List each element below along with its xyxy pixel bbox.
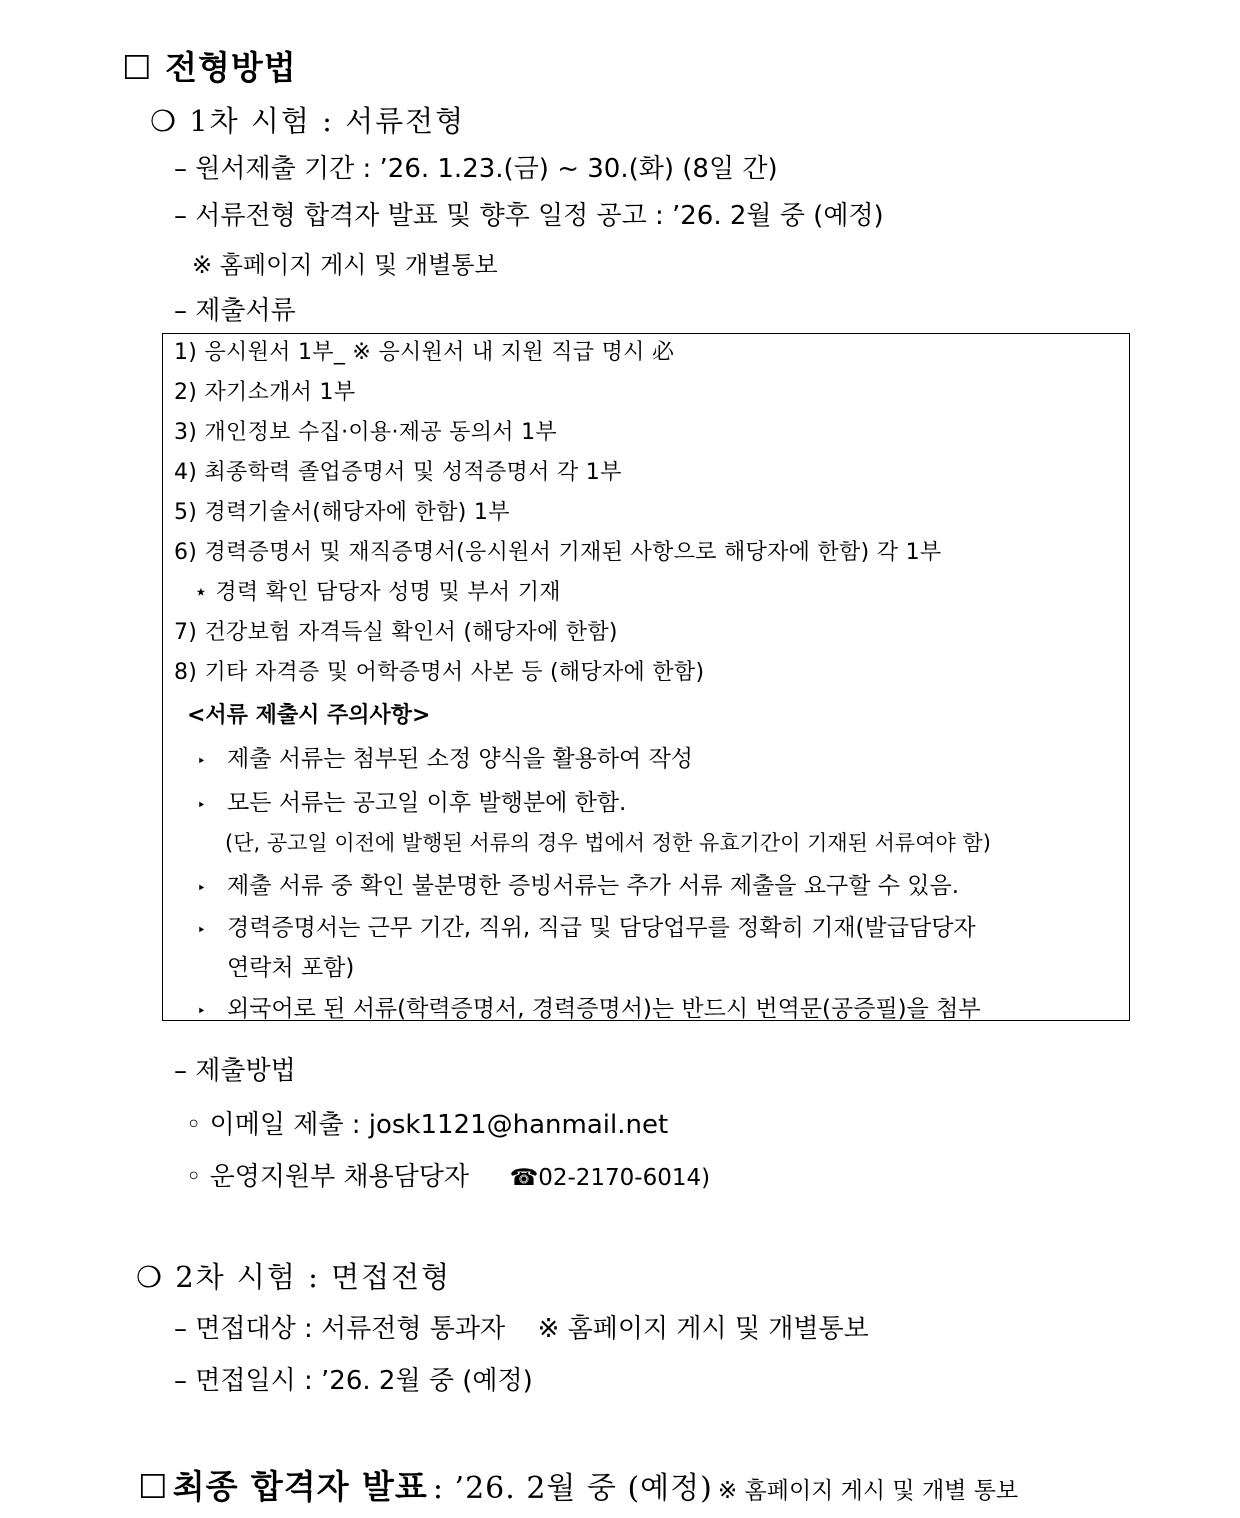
stage1-heading bbox=[150, 99, 465, 140]
phone-number: ☎02-2170-6014) bbox=[509, 1165, 711, 1191]
triangle-bullet-icon: ‣ bbox=[197, 796, 206, 814]
triangle-bullet-icon: ‣ bbox=[197, 1002, 206, 1020]
triangle-bullet-icon: ‣ bbox=[197, 921, 206, 939]
documents-heading: – 제출서류 bbox=[174, 296, 296, 326]
checkbox-square-icon: ☐ bbox=[122, 48, 153, 87]
document-item: 8) 기타 자격증 및 어학증명서 사본 등 (해당자에 한함) bbox=[174, 660, 705, 685]
document-subitem: ⋆ 경력 확인 담당자 성명 및 부서 기재 bbox=[194, 580, 561, 605]
interview-target: – 면접대상 : 서류전형 통과자 ※ 홈페이지 게시 및 개별통보 bbox=[174, 1314, 869, 1344]
caution-item: ‣ 모든 서류는 공고일 이후 발행분에 한함. bbox=[197, 790, 627, 816]
triangle-bullet-icon: ‣ bbox=[197, 752, 206, 770]
document-item: 7) 건강보험 자격득실 확인서 (해당자에 한함) bbox=[174, 620, 618, 645]
final-title: 최종 합격자 발표 bbox=[172, 1467, 428, 1506]
section-heading-method bbox=[122, 42, 297, 89]
circle-bullet-icon: ❍ bbox=[136, 1260, 164, 1294]
triangle-bullet-icon: ‣ bbox=[197, 879, 206, 897]
checkbox-square-icon: ☐ bbox=[138, 1467, 168, 1506]
caution-note: (단, 공고일 이전에 발행된 서류의 경우 법에서 정한 유효기간이 기재된 서류여야 함) bbox=[225, 831, 991, 855]
final-announcement bbox=[138, 1461, 1018, 1508]
caution-item: ‣ 경력증명서는 근무 기간, 직위, 직급 및 담당업무를 정확히 기재(발급담당자 bbox=[197, 915, 976, 941]
caution-title: <서류 제출시 주의사항> bbox=[187, 703, 431, 728]
documents-box bbox=[162, 333, 1130, 1021]
section-title: 전형방법 bbox=[165, 48, 297, 87]
method-heading: – 제출방법 bbox=[174, 1056, 296, 1086]
interview-notice: ※ 홈페이지 게시 및 개별통보 bbox=[537, 1314, 869, 1344]
circle-bullet-icon: ❍ bbox=[150, 104, 178, 138]
caution-item: ‣ 제출 서류 중 확인 불분명한 증빙서류는 추가 서류 제출을 요구할 수 있음. bbox=[197, 873, 960, 899]
interview-date: – 면접일시 : ’26. 2월 중 (예정) bbox=[174, 1366, 533, 1396]
caution-item: ‣ 제출 서류는 첨부된 소정 양식을 활용하여 작성 bbox=[197, 746, 694, 772]
announcement-schedule: – 서류전형 합격자 발표 및 향후 일정 공고 : ’26. 2월 중 (예정) bbox=[174, 201, 884, 231]
document-item: 4) 최종학력 졸업증명서 및 성적증명서 각 1부 bbox=[174, 460, 622, 485]
method-email: ◦ 이메일 제출 : josk1121@hanmail.net bbox=[186, 1110, 669, 1140]
method-contact bbox=[186, 1156, 710, 1193]
document-item: 6) 경력증명서 및 재직증명서(응시원서 기재된 사항으로 해당자에 한함) 각 1부 bbox=[174, 540, 942, 565]
notice-line: ※ 홈페이지 게시 및 개별통보 bbox=[192, 251, 498, 279]
caution-item: ‣ 외국어로 된 서류(학력증명서, 경력증명서)는 반드시 번역문(공증필)을 첨부 bbox=[197, 996, 981, 1022]
document-item: 5) 경력기술서(해당자에 한함) 1부 bbox=[174, 500, 510, 525]
document-item: 1) 응시원서 1부_ ※ 응시원서 내 지원 직급 명시 必 bbox=[174, 340, 675, 365]
final-notice: ※ 홈페이지 게시 및 개별 통보 bbox=[717, 1478, 1019, 1504]
caution-continuation: 연락처 포함) bbox=[227, 955, 355, 981]
document-item: 2) 자기소개서 1부 bbox=[174, 380, 356, 405]
stage2-title: 2차 시험 : 면접전형 bbox=[175, 1260, 452, 1294]
application-period: – 원서제출 기간 : ’26. 1.23.(금) ~ 30.(화) (8일 간) bbox=[174, 154, 778, 184]
final-date: : ’26. 2월 중 (예정) bbox=[432, 1471, 713, 1506]
stage1-title: 1차 시험 : 서류전형 bbox=[189, 104, 466, 138]
method-contact-label: ◦ 운영지원부 채용담당자 bbox=[186, 1162, 470, 1192]
stage2-heading bbox=[136, 1255, 451, 1296]
document-item: 3) 개인정보 수집·이용·제공 동의서 1부 bbox=[174, 420, 557, 445]
